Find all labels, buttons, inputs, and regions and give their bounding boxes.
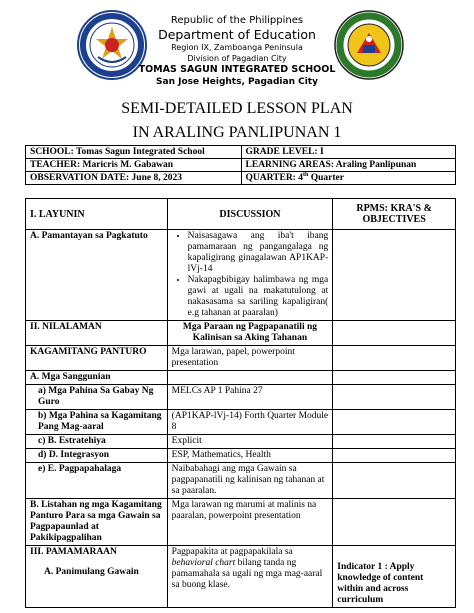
table-row [26,146,456,159]
empty-cell [333,321,456,346]
learning-areas-cell: LEARNING AREAS: Araling Panlipunan [241,159,455,172]
integrasyon-label: d) D. Integrasyon [26,449,168,463]
letterhead [0,14,474,88]
empty-cell [333,410,456,435]
col-rpms: RPMS: KRA'S & OBJECTIVES [333,199,456,230]
table-row [26,463,456,499]
quarter-suffix: Quarter [308,173,344,183]
panimulang-text [167,546,333,608]
nilalaman-text: Mga Paraan ng Pagpapanatili ng Kalinisan sa Aking Tahanan [167,321,333,346]
panimulang-text-em: behavioral chart [171,558,236,568]
indicator-text: Indicator 1 : Apply knowledge of content within and across curriculum [333,546,456,608]
pagpapahalaga-label: e) E. Pagpapahalaga [26,463,168,499]
school-name: TOMAS SAGUN INTEGRATED SCHOOL [138,64,336,75]
table-row [26,172,456,185]
info-table [25,145,456,185]
table-row [26,449,456,463]
table-row [26,321,456,346]
table-row [26,435,456,449]
table-row [26,385,456,410]
document-subtitle: IN ARALING PANLIPUNAN 1 [132,124,342,141]
panimulang-text-2: bilang tanda ng pamamahala sa ugali ng mga mag-aaral sa buong klase. [171,558,323,590]
estratehiya-text: Explicit [167,435,333,449]
empty-cell [333,385,456,410]
kagamitang-pang-text: (AP1KAP-lVj-14) Forth Quarter Module 8 [167,410,333,435]
panimulang-text-1: Pagpapakita at pagpapakilala sa [171,547,293,557]
quarter-cell [241,172,455,185]
pamamaraan-cell [26,546,168,608]
estratehiya-label: c) B. Estratehiya [26,435,168,449]
col-discussion: DISCUSSION [167,199,333,230]
table-row [26,346,456,371]
grade-cell: GRADE LEVEL: I [241,146,455,159]
table-row [26,371,456,385]
listahan-label: B. Listahan ng mga Kagamitang Panturo Para sa mga Gawain sa Pagpapaunlad at Pakikipagpalihan [26,499,168,546]
empty-cell [333,371,456,385]
kagamitan-label: KAGAMITANG PANTURO [26,346,168,371]
pamantayan-list [172,231,329,319]
empty-cell [167,371,333,385]
empty-cell [333,449,456,463]
table-row [26,546,456,608]
integrasyon-text: ESP, Mathematics, Health [167,449,333,463]
panimulang-label: A. Panimulang Gawain [44,567,139,577]
school-address: San Jose Heights, Pagadian City [156,77,318,87]
nilalaman-label: II. NILALAMAN [26,321,168,346]
table-row [26,499,456,546]
table-row [26,230,456,321]
pamamaraan-label: III. PAMAMARAAN [30,547,117,557]
gabay-text: MELCs AP 1 Pahina 27 [167,385,333,410]
table-row [26,159,456,172]
republic-line: Republic of the Philippines [170,15,304,26]
gabay-label: a) Mga Pahina Sa Gabay Ng Guro [26,385,168,410]
pamantayan-label: A. Pamantayan sa Pagkatuto [26,230,168,321]
table-row [26,410,456,435]
teacher-cell: TEACHER: Maricris M. Gabawan [26,159,242,172]
table-header-row [26,199,456,230]
division-line: Division of Pagadian City [187,54,287,63]
pamantayan-cell [167,230,333,321]
department-line: Department of Education [158,27,316,42]
listahan-text: Mga larawan ng marumi at malinis na paaralan, powerpoint presentation [167,499,333,546]
quarter-prefix: QUARTER: 4 [245,173,303,183]
empty-cell [333,499,456,546]
col-layunin: I. LAYUNIN [26,199,168,230]
pagpapahalaga-text: Naibabahagi ang mga Gawain sa pagpapanatili ng kalinisan ng tahanan at sa paaralan. [167,463,333,499]
sanggunian-label: A. Mga Sanggunian [26,371,168,385]
quarter-sup: th [302,171,309,178]
kagamitang-pang-label: b) Mga Pahina sa Kagamitang Pang Mag-aaral [26,410,168,435]
empty-cell [333,463,456,499]
school-cell: SCHOOL: Tomas Sagun Integrated School [26,146,242,159]
document-title: SEMI-DETAILED LESSON PLAN [121,100,353,117]
empty-cell [333,346,456,371]
lesson-table [25,198,456,608]
observation-cell: OBSERVATION DATE: June 8, 2023 [26,172,242,185]
region-line: Region IX, Zamboanga Peninsula [171,43,303,52]
list-item: • Nakapagbibigay halimbawa ng mga gawi at ugali na makatutulong at nakasasama sa sariling kapaligiran( e.g tahanan at paaralan) [188,275,329,319]
kagamitan-text: Mga larawan, papel, powerpoint presentation [167,346,333,371]
list-item: • Naisasagawa ang iba't ibang pamamaraan ng pangangalaga ng kapaligirang ginagalawan AP1KAP-lVj-14 [188,231,329,275]
empty-cell [333,230,456,321]
empty-cell [333,435,456,449]
